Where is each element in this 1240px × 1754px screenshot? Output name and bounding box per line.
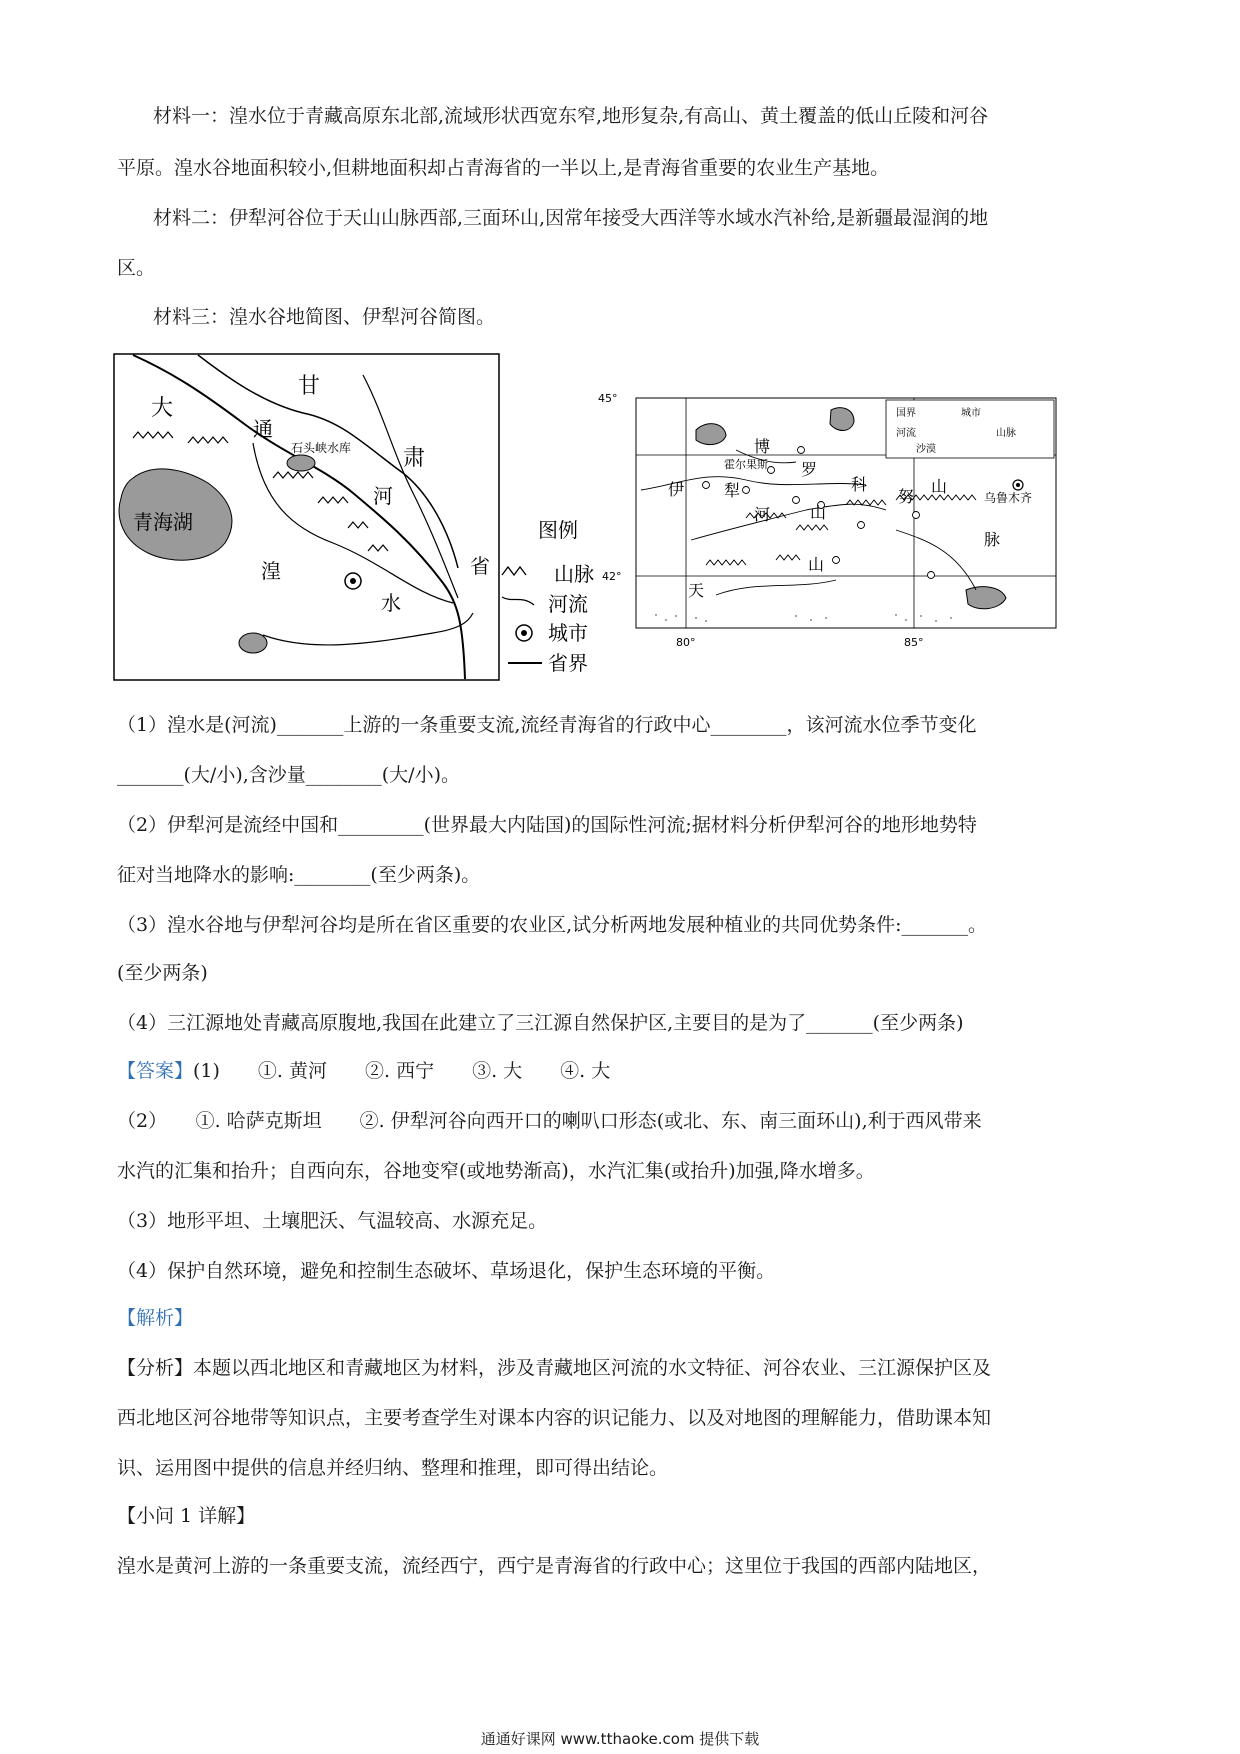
map2-label-ke: 科	[851, 475, 868, 494]
map1-small-lake	[239, 633, 267, 653]
analysis-detail-line: 湟水是黄河上游的一条重要支流，流经西宁，西宁是青海省的行政中心；这里位于我国的西部内陆地区，	[117, 1555, 992, 1577]
question-2-line-2: 征对当地降水的影响:________(至少两条)。	[117, 864, 481, 886]
legend-title: 图例	[538, 518, 578, 542]
map1-label-qinghaihu: 青海湖	[133, 510, 193, 534]
map2-label-bo: 博	[754, 437, 771, 456]
map1-label-reservoir: 石头峡水库	[291, 441, 352, 455]
sayram-lake	[696, 424, 726, 445]
answer-4: （4）保护自然环境，避免和控制生态破坏、草场退化，保护生态环境的平衡。	[117, 1260, 776, 1282]
ebinur-lake	[830, 408, 854, 431]
map2-label-mai: 脉	[984, 530, 1001, 549]
shitouxia-reservoir	[287, 455, 315, 471]
lat-42: 42°	[602, 570, 622, 583]
map1-legend	[500, 515, 600, 685]
map2-label-shan2: 山	[808, 555, 825, 574]
map2-legend-city: 城市	[961, 408, 981, 419]
map1-label-shui: 水	[381, 591, 401, 615]
map2-label-he: 河	[754, 505, 771, 524]
map2-legend-desert: 沙漠	[916, 444, 936, 455]
answer-tag: 【答案】	[117, 1060, 194, 1082]
analysis-tag: 【解析】	[117, 1307, 194, 1329]
question-3-line-2: (至少两条)	[117, 962, 208, 984]
material-2-line-2: 区。	[117, 257, 156, 279]
map1-label-huang: 湟	[261, 559, 281, 583]
question-2-line-1: （2）伊犁河是流经中国和_________(世界最大内陆国)的国际性河流;据材料分析伊犁河谷的地形地势特	[117, 814, 977, 836]
answer-3: （3）地形平坦、土壤肥沃、气温较高、水源充足。	[117, 1210, 548, 1232]
answer-2-line-1: （2） ①. 哈萨克斯坦 ②. 伊犁河谷向西开口的喇叭口形态(或北、东、南三面环山),利于西风带来	[117, 1110, 982, 1132]
question-1-line-2: _______(大/小),含沙量________(大/小)。	[117, 764, 460, 786]
map2-label-li: 犁	[724, 481, 741, 500]
yili-valley-map	[596, 390, 1066, 655]
map1-label-sheng: 省	[470, 554, 490, 578]
huangshui-valley-map	[113, 353, 500, 681]
footer-source: 通通好课网 www.tthaoke.com 提供下载	[480, 1730, 760, 1748]
lon-80: 80°	[676, 636, 696, 649]
map2-label-yi: 伊	[668, 480, 685, 499]
answer-2-line-2: 水汽的汇集和抬升；自西向东，谷地变窄(或地势渐高)，水汽汇集(或抬升)加强,降水增多。	[117, 1160, 875, 1182]
legend-mountain: 山脉	[554, 562, 594, 586]
map1-label-tong: 通	[253, 417, 273, 441]
legend-river-icon	[502, 597, 534, 605]
material-2-line-1: 材料二：伊犁河谷位于天山山脉西部,三面环山,因常年接受大西洋等水域水汽补给,是新疆最湿润的地	[153, 207, 989, 229]
map2-legend-mountain: 山脉	[996, 428, 1016, 439]
material-3: 材料三：湟水谷地简图、伊犁河谷简图。	[153, 306, 496, 328]
question-3-line-1: （3）湟水谷地与伊犁河谷均是所在省区重要的农业区,试分析两地发展种植业的共同优势条件:_______。	[117, 914, 988, 936]
material-1-line-2: 平原。湟水谷地面积较小,但耕地面积却占青海省的一半以上,是青海省重要的农业生产基地。	[117, 157, 890, 179]
map2-legend-river: 河流	[896, 428, 916, 439]
answer-1: (1) ①. 黄河 ②. 西宁 ③. 大 ④. 大	[193, 1060, 611, 1082]
sub-question-1-heading: 【小问 1 详解】	[117, 1505, 256, 1527]
map1-label-gan: 甘	[298, 374, 321, 399]
map2-label-shan1: 山	[931, 477, 948, 496]
map1-label-su: 肃	[403, 446, 426, 471]
analysis-line-1: 【分析】本题以西北地区和青藏地区为材料，涉及青藏地区河流的水文特征、河谷农业、三江源保护区及	[117, 1357, 992, 1379]
map2-label-nu: 努	[898, 487, 915, 506]
map1-label-he: 河	[373, 484, 393, 508]
map1-label-da: 大	[151, 396, 174, 421]
map2-label-tian: 天	[688, 581, 705, 600]
map2-label-shan3: 山	[810, 503, 827, 522]
question-1-line-1: （1）湟水是(河流)_______上游的一条重要支流,流经青海省的行政中心________，该河流水位季节变化	[117, 714, 977, 736]
map2-label-huoerguosi: 霍尔果斯	[724, 458, 768, 471]
legend-city: 城市	[548, 621, 588, 645]
analysis-line-2: 西北地区河谷地带等知识点，主要考查学生对课本内容的识记能力、以及对地图的理解能力，借助课本知	[117, 1407, 992, 1429]
analysis-line-3: 识、运用图中提供的信息并经归纳、整理和推理，即可得出结论。	[117, 1457, 669, 1479]
material-1-line-1: 材料一：湟水位于青藏高原东北部,流域形状西宽东窄,地形复杂,有高山、黄土覆盖的低山丘陵和河谷	[153, 105, 989, 127]
map2-label-wulumuqi: 乌鲁木齐	[984, 491, 1033, 505]
legend-river: 河流	[548, 592, 588, 616]
lat-45: 45°	[598, 392, 618, 405]
legend-mountain-icon	[502, 567, 526, 575]
lon-85: 85°	[904, 636, 924, 649]
answer-line-1	[117, 1058, 610, 1084]
question-4: （4）三江源地处青藏高原腹地,我国在此建立了三江源自然保护区,主要目的是为了_______(至少两条)	[117, 1012, 964, 1034]
map2-legend-border: 国界	[896, 408, 916, 419]
legend-border: 省界	[548, 651, 588, 675]
map2-label-luo: 罗	[801, 460, 818, 479]
